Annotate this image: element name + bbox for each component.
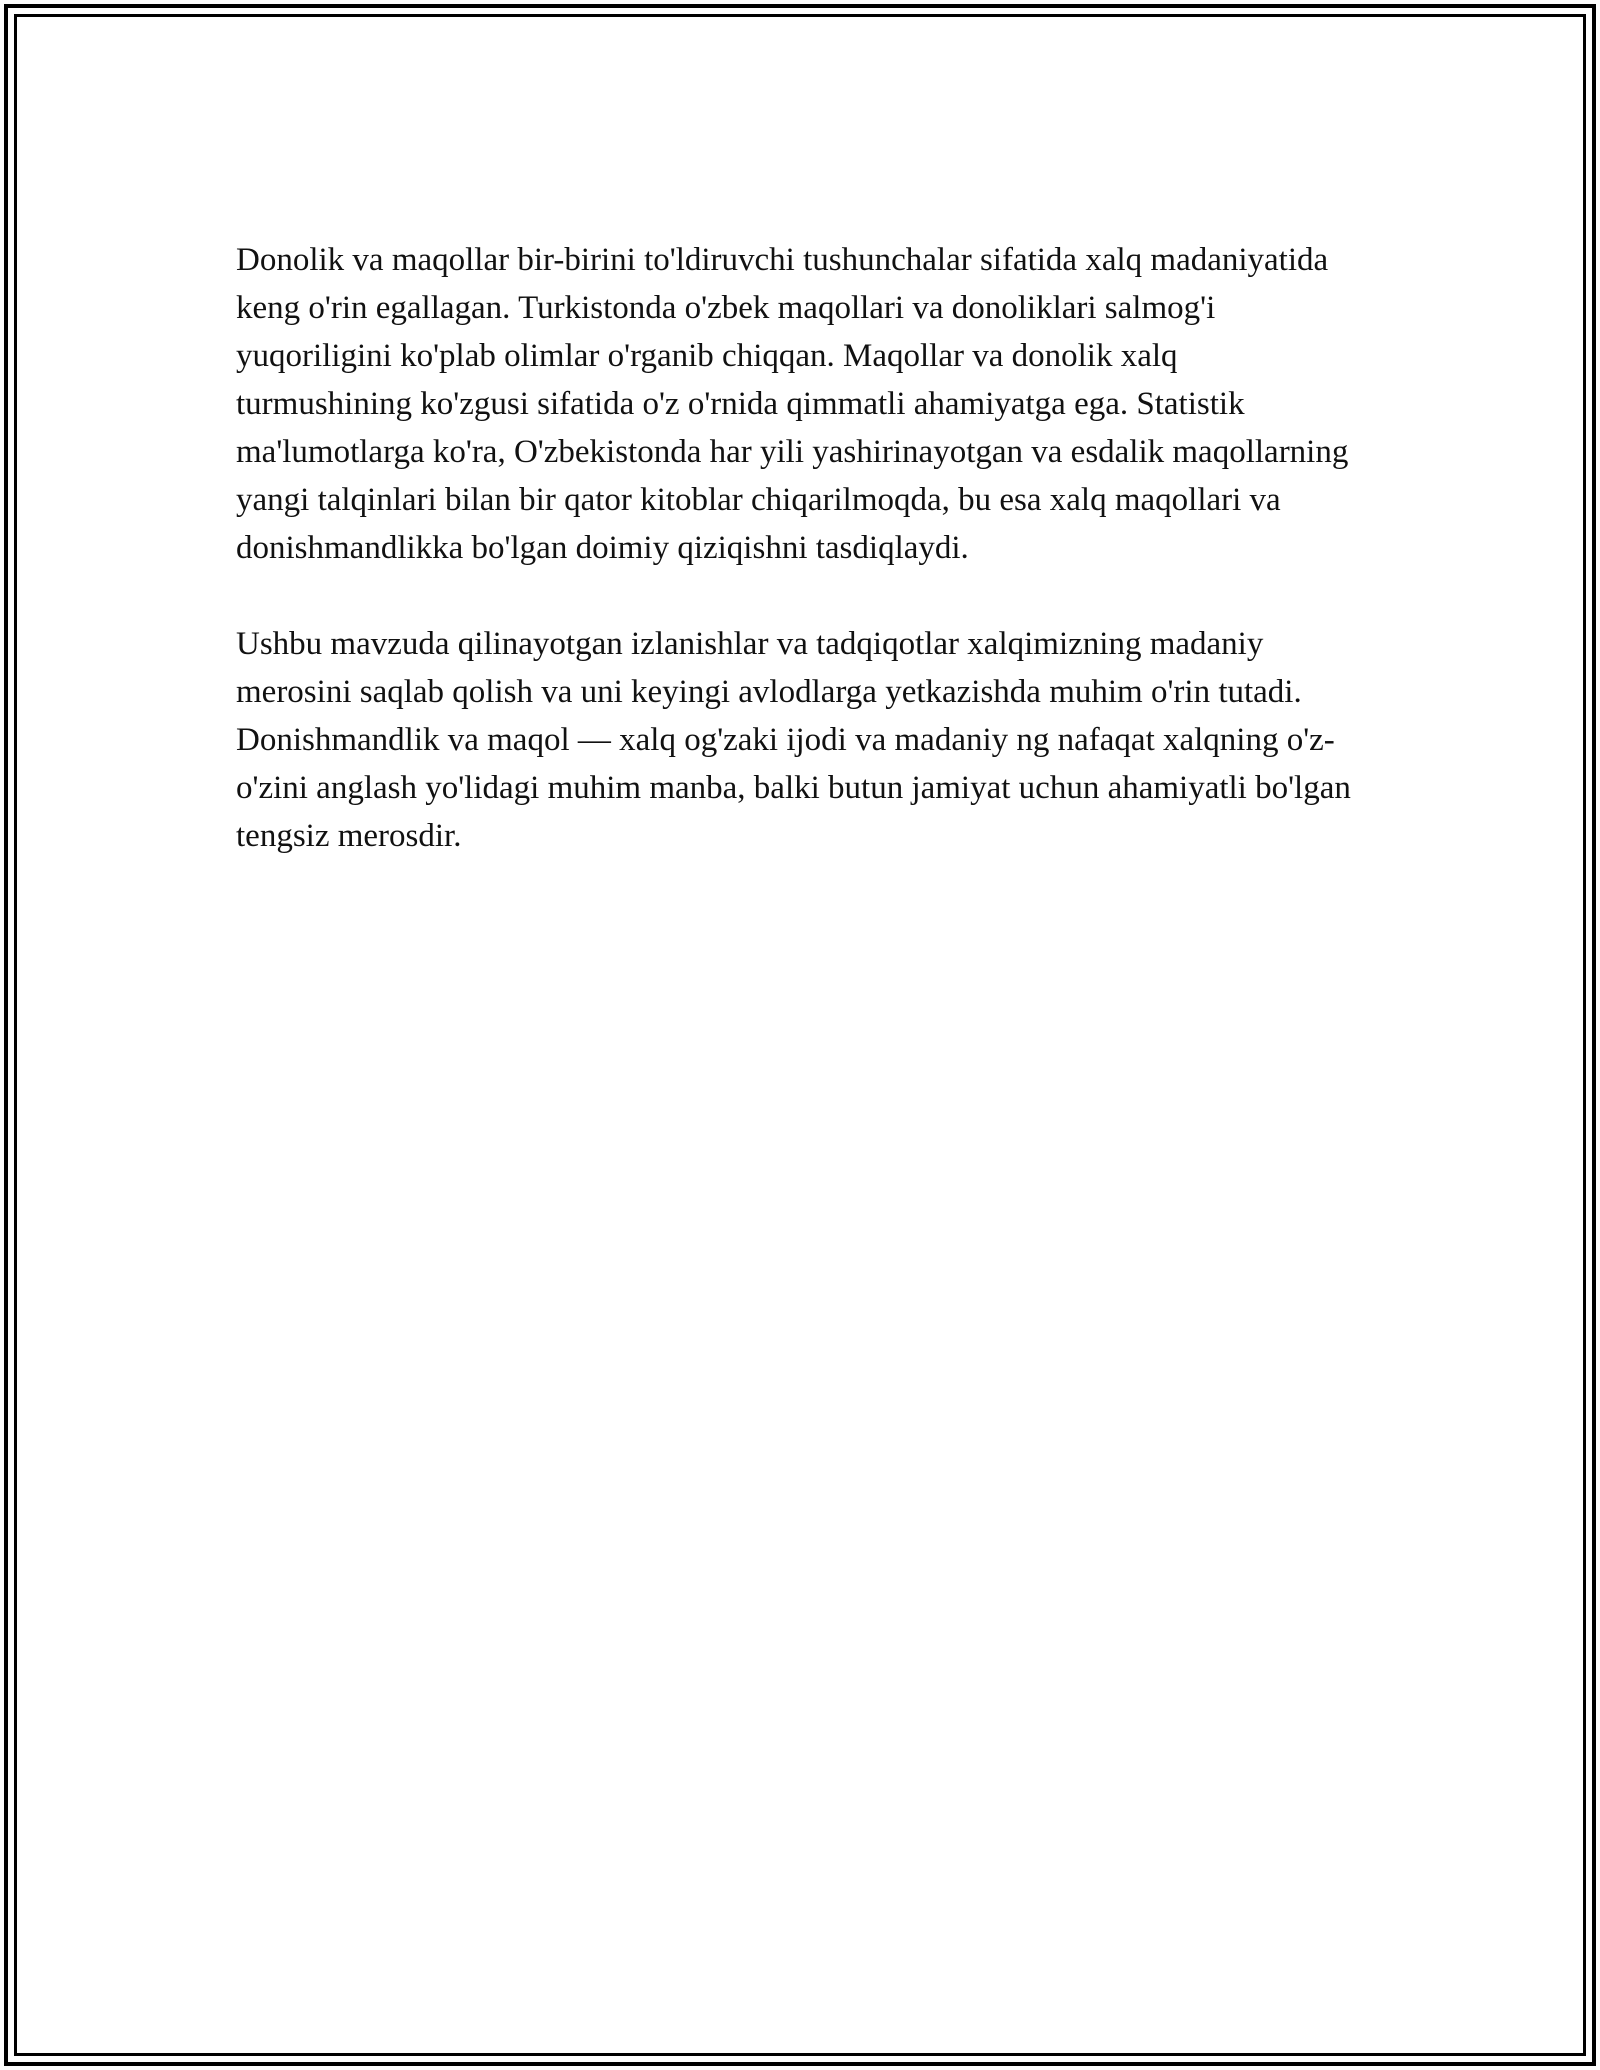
paragraph-1: Donolik va maqollar bir-birini to'ldiruvchi tushunchalar sifatida xalq madaniyatida keng o'rin egallagan. Turkistonda o'zbek maqollari va donoliklari salmog'i yuqoriligini ko'plab olimlar o'rganib chiqqan. Maqollar va donolik xalq turmushining ko'zgusi sifatida o'z o'rnida qimmatli ahamiyatga ega. Statistik ma'lumotlarga ko'ra, O'zbekistonda har yili yashirinayotgan va esdalik maqollarning yangi talqinlari bilan bir qator kitoblar chiqarilmoqda, bu esa xalq maqollari va donishmandlikka bo'lgan doimiy qiziqishni tasdiqlaydi. — [236, 242, 1349, 566]
paragraph-2: Ushbu mavzuda qilinayotgan izlanishlar va tadqiqotlar xalqimizning madaniy merosini saqlab qolish va uni keyingi avlodlarga yetkazishda muhim o'rin tutadi. Donishmandlik va maqol — xalq og'zaki ijodi va madaniy ng nafaqat xalqning o'z-o'zini anglash yo'lidagi muhim manba, balki butun jamiyat uchun ahamiyatli bo'lgan tengsiz merosdir. — [236, 626, 1351, 854]
document-body — [236, 236, 1356, 860]
